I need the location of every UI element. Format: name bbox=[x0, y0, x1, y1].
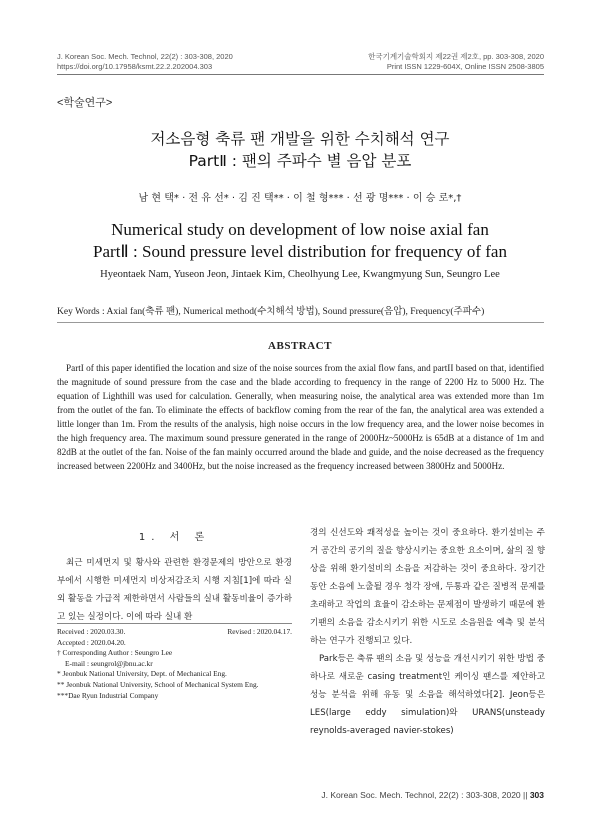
corresponding-author: † Corresponding Author : Seungro Lee bbox=[57, 648, 173, 658]
keywords bbox=[57, 303, 547, 317]
dates-row bbox=[57, 627, 292, 638]
section-heading-introduction: 1. 서 론 bbox=[138, 532, 211, 543]
footer-citation: J. Korean Soc. Mech. Technol, 22(2) : 303-308, 2020 || bbox=[321, 790, 528, 800]
article-type: <학술연구> bbox=[57, 97, 113, 109]
affiliation-1: * Jeonbuk National University, Dept. of Mechanical Eng. bbox=[57, 669, 227, 679]
title-english-line1: Numerical study on development of low noise axial fan bbox=[111, 220, 489, 239]
page-number: 303 bbox=[529, 790, 544, 800]
right-column-paragraph-1: 경의 신선도와 쾌적성을 높이는 것이 중요하다. 환기설비는 주거 공간의 공기의 질을 향상시키는 중요한 요소이며, 삶의 질 향상을 위해 환기설비의 소음을 저감하는 것이 중요하다. 장기간동안 소음에 노출될 경우 청각 장애, 두통과 같은 질병적 문제를 초래하고 작업의 효율이 감소하는 문제점이 발생하기 때문에 환기팬의 소음을 감소시키기 위한 시도로 소음원을 예측 및 분석하는 연구가 진행되고 있다. bbox=[310, 528, 545, 646]
abstract-text: PartI of this paper identified the location and size of the noise sources from the axial flow fans, and partII based on that, identified the magnitude of sound pressure from the case and the blade according to frequency in the range of 2200 Hz to 5000 Hz. The equation of Lighthill was used for calculation. Generally, when measuring noise, the analytical area was extended more than 1m from the outlet of the fan. To eliminate the effects of backflow coming from the rear of the fan, the analytical area was extended a little longer than 1m. From the results of the analysis, high noise occurs in the low frequency area, and the lower noise becomes in the high frequency area. The maximum sound pressure generated in the range of 2000Hz~5000Hz is 65dB at a distance of 1m and 82dB at the outlet of the fan. Noise of the fan mainly occurred around the blade and guide, and the noise decreased as the frequency increased between 2200Hz and 3400Hz, but the noise increased as the frequency increased between 3800Hz and 5000Hz. bbox=[57, 363, 544, 471]
footnote-divider bbox=[57, 623, 292, 624]
revised-date: Revised : 2020.04.17. bbox=[227, 627, 292, 636]
introduction-paragraph: 최근 미세먼지 및 황사와 관련한 환경문제의 방안으로 환경부에서 시행한 미세먼지 비상저감조치 시행 지침[1]에 따라 실외 활동을 가급적 제한하면서 사람들의 실내 활동비율이 증가하고 있는 실정이다. 이에 따라 실내 환 bbox=[57, 558, 292, 622]
corresponding-email[interactable]: E-mail : seungrol@jbnu.ac.kr bbox=[65, 658, 153, 668]
keywords-label: Key Words : bbox=[57, 307, 107, 317]
title-korean bbox=[0, 128, 600, 172]
affiliation-2: ** Jeonbuk National University, School of Mechanical System Eng. bbox=[57, 679, 259, 689]
title-korean-line1: 저소음형 축류 팬 개발을 위한 수치해석 연구 bbox=[150, 130, 450, 148]
keywords-text: Axial fan(축류 팬), Numerical method(수치해석 방법), Sound pressure(음압), Frequency(주파수) bbox=[106, 307, 485, 317]
authors-korean: 남 현 택* · 전 유 선* · 김 진 택** · 이 철 형*** · 선 광 명*** · 이 승 로*,† bbox=[138, 193, 462, 204]
right-column-paragraph-2: Park등은 축류 팬의 소음 및 성능을 개선시키기 위한 방법 중 하나로 새로운 casing treatment인 케이싱 팬스를 제안하고 성능 분석을 위해 유동 및 소음을 해석하였다[2]. Jeon등은 LES(large eddy simulation)와 URANS(unsteady reynolds-averaged navier-stokes) bbox=[310, 654, 545, 736]
authors-english: Hyeontaek Nam, Yuseon Jeon, Jintaek Kim, Cheolhyung Lee, Kwangmyung Sun, Seungro Lee bbox=[100, 269, 500, 280]
keywords-divider bbox=[57, 322, 544, 323]
title-korean-line2: PartⅡ : 팬의 주파수 별 음압 분포 bbox=[188, 152, 412, 170]
affiliation-3: ***Dae Ryun Industrial Company bbox=[57, 690, 159, 700]
issn-info: Print ISSN 1229-604X, Online ISSN 2508-3805 bbox=[386, 62, 544, 71]
title-english-line2: PartⅡ : Sound pressure level distribution for frequency of fan bbox=[93, 242, 507, 261]
abstract-heading: ABSTRACT bbox=[268, 340, 332, 352]
footnotes bbox=[57, 627, 292, 701]
received-date: Received : 2020.03.30. bbox=[57, 627, 126, 636]
doi-link[interactable]: https://doi.org/10.17958/ksmt.22.2.202004.303 bbox=[57, 62, 213, 71]
right-column bbox=[310, 524, 545, 740]
accepted-date: Accepted : 2020.04.20. bbox=[57, 637, 126, 647]
page-footer bbox=[321, 790, 544, 800]
journal-citation-korean: 한국기계기술학회지 제22권 제2호, pp. 303-308, 2020 bbox=[368, 52, 544, 61]
header-divider bbox=[57, 74, 544, 75]
title-english bbox=[0, 219, 600, 263]
journal-citation: J. Korean Soc. Mech. Technol, 22(2) : 303-308, 2020 bbox=[57, 52, 233, 61]
